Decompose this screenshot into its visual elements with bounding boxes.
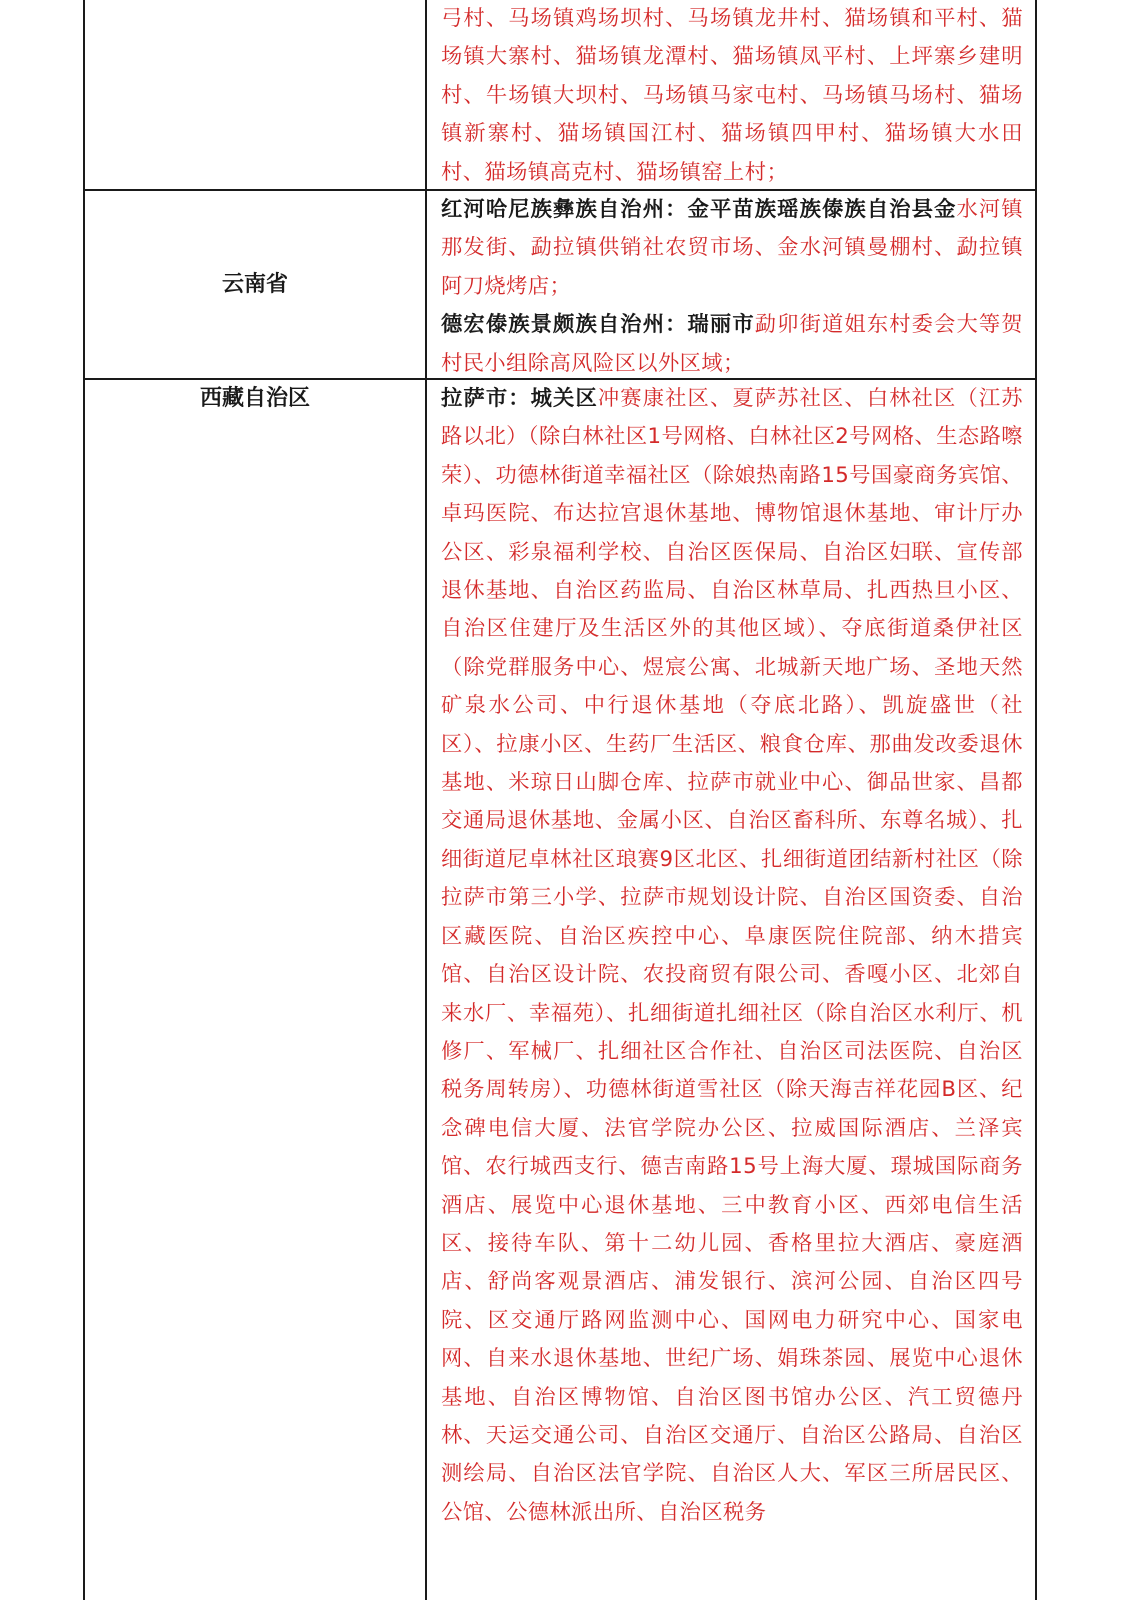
table-row bbox=[83, 189, 1037, 378]
table-row bbox=[83, 0, 1037, 189]
region-list-cell bbox=[441, 0, 1023, 192]
region-text: 水河镇那发街、勐拉镇供销社农贸市场、金水河镇曼棚村、勐拉镇阿刀烧烤店； bbox=[441, 197, 1024, 299]
city-prefix: 德宏傣族景颇族自治州：瑞丽市 bbox=[441, 312, 755, 338]
region-paragraph bbox=[441, 380, 1023, 1532]
region-paragraph bbox=[441, 191, 1023, 306]
city-prefix: 红河哈尼族彝族自治州：金平苗族瑶族傣族自治县金 bbox=[441, 197, 957, 222]
region-text: 弓村、马场镇鸡场坝村、马场镇龙井村、猫场镇和平村、猫场镇大寨村、猫场镇龙潭村、猫场镇凤平村、上坪寨乡建明村、牛场镇大坝村、马场镇马家屯村、马场镇马场村、猫场镇新寨村、猫场镇国江村、猫场镇四甲村、猫场镇大水田村、猫场镇高克村、猫场镇窑上村； bbox=[441, 6, 1023, 185]
region-paragraph bbox=[441, 306, 1023, 383]
province-cell: 云南省 bbox=[221, 272, 288, 297]
province-cell: 西藏自治区 bbox=[199, 386, 310, 411]
region-text: 冲赛康社区、夏萨苏社区、白林社区（江苏路以北）（除白林社区1号网格、白林社区2号网格、生态路嚓荣）、功德林街道幸福社区（除娘热南路15号国豪商务宾馆、卓玛医院、布达拉宫退休基地、博物馆退休基地、审计厅办公区、彩泉福利学校、自治区医保局、自治区妇联、宣传部退休基地、自治区药监局、自治区林草局、扎西热旦小区、自治区住建厅及生活区外的其他区域）、夺底街道桑伊社区（除党群服务中心、煜宸公寓、北城新天地广场、圣地天然矿泉水公司、中行退休基地（夺底北路）、凯旋盛世（社区）、拉康小区、生药厂生活区、粮食仓库、那曲发改委退休基地、米琼日山脚仓库、拉萨市就业中心、御品世家、昌都交通局退休基地、金属小区、自治区畜科所、东尊名城）、扎细街道尼卓林社区琅赛9区北区、扎细街道团结新村社区（除拉萨市第三小学、拉萨市规划设计院、自治区国资委、自治区藏医院、自治区疾控中心、阜康医院住院部、纳木措宾馆、自治区设计院、农投商贸有限公司、香嘎小区、北郊自来水厂、幸福苑）、扎细街道扎细社区（除自治区水利厅、机修厂、军械厂、扎细社区合作社、自治区司法医院、自治区税务周转房）、功德林街道雪社区（除天海吉祥花园B区、纪念碑电信大厦、法官学院办公区、拉威国际酒店、兰泽宾馆、农行城西支行、德吉南路15号上海大厦、璟城国际商务酒店、展览中心退休基地、三中教育小区、西郊电信生活区、接待车队、第十二幼儿园、香格里拉大酒店、豪庭酒店、舒尚客观景酒店、浦发银行、滨河公园、自治区四号院、区交通厅路网监测中心、国网电力研究中心、国家电网、自来水退休基地、世纪广场、娟珠茶园、展览中心退休基地、自治区博物馆、自治区图书馆办公区、汽工贸德丹林、天运交通公司、自治区交通厅、自治区公路局、自治区测绘局、自治区法官学院、自治区人大、军区三所居民区、公馆、公德林派出所、自治区税务 bbox=[441, 386, 1023, 1525]
region-list-cell bbox=[441, 191, 1023, 383]
region-list-cell bbox=[441, 380, 1023, 1532]
region-paragraph bbox=[441, 0, 1023, 192]
table-row bbox=[83, 378, 1037, 1600]
city-prefix: 拉萨市：城关区 bbox=[441, 386, 598, 411]
region-text: 勐卯街道姐东村委会大等贺村民小组除高风险区以外区域； bbox=[441, 312, 1023, 376]
